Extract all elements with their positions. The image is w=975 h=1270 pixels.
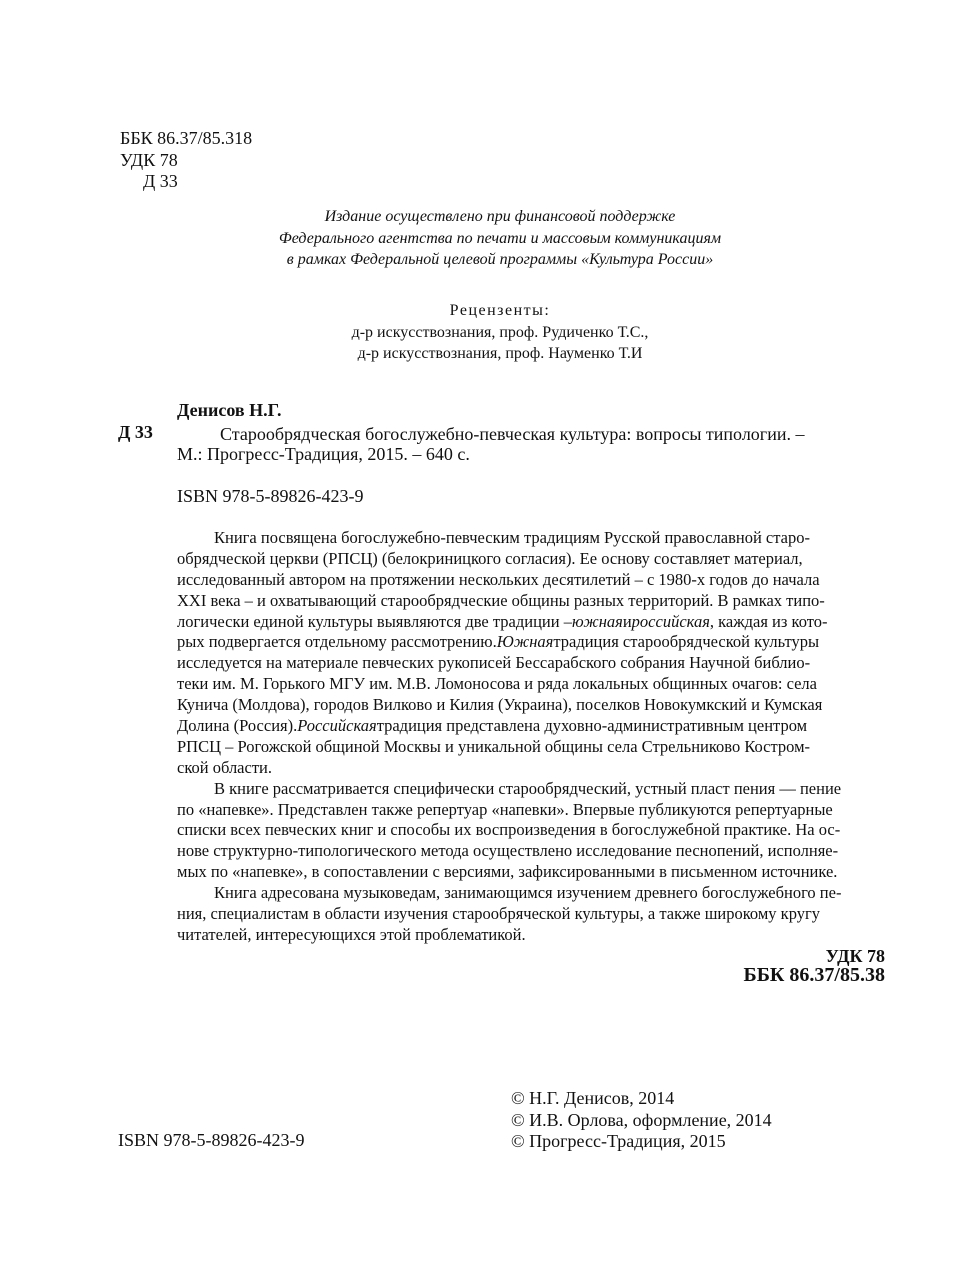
author-name: Денисов Н.Г. bbox=[177, 400, 282, 420]
copyright-line: © Н.Г. Денисов, 2014 bbox=[511, 1088, 675, 1108]
reviewer-item: д-р искусствознания, проф. Науменко Т.И bbox=[357, 345, 643, 362]
support-note bbox=[200, 206, 800, 271]
author-mark: Д 33 bbox=[118, 422, 153, 442]
abstract-line: В книге рассматривается специфически старообрядческий, устный пласт пения — пение bbox=[214, 778, 842, 798]
abstract-line: читателей, интересующихся этой проблематикой. bbox=[177, 924, 526, 944]
abstract-line: нове структурно-типологического метода осуществлено исследование песнопений, исполняе- bbox=[177, 841, 839, 861]
abstract-line: Кунича (Молдова), городов Вилково и Килия (Украина), поселков Новокумкский и Кумская bbox=[177, 695, 823, 715]
publisher-line: М.: Прогресс-Традиция, 2015. – 640 с. bbox=[177, 444, 470, 464]
abstract-line: ской области. bbox=[177, 757, 272, 777]
support-line: Издание осуществлено при финансовой поддержке bbox=[324, 208, 676, 225]
abstract-line: Книга адресована музыковедам, занимающимся изучением древнего богослужебного пе- bbox=[214, 883, 842, 903]
abstract-line: рых подвергается отдельному рассмотрению.Южнаятрадиция старообрядческой культуры bbox=[177, 632, 820, 652]
reviewers-block bbox=[250, 300, 750, 365]
copyright-line: © Прогресс-Традиция, 2015 bbox=[511, 1131, 726, 1151]
abstract-line: исследованный автором на протяжении нескольких десятилетий – с 1980-х годов до начала bbox=[177, 569, 820, 589]
book-title-line: Старообрядческая богослужебно-певческая культура: вопросы типологии. – bbox=[220, 424, 805, 444]
udk-code: УДК 78 bbox=[120, 149, 178, 170]
bbk-code-right: ББК 86.37/85.38 bbox=[743, 964, 885, 986]
bbk-code: ББК 86.37/85.318 bbox=[120, 128, 253, 148]
abstract-line: логически единой культуры выявляются две традиции –южнаяироссийская, каждая из кото- bbox=[177, 611, 828, 631]
abstract-line: мых по «напевке», в сопоставлении с версиями, зафиксированными в письменном источнике. bbox=[177, 862, 838, 882]
reviewer-item: д-р искусствознания, проф. Рудиченко Т.С., bbox=[351, 323, 649, 341]
abstract-line: списки всех певческих книг и способы их воспроизведения в богослужебной практике. На ос- bbox=[177, 820, 841, 840]
abstract-line: Книга посвящена богослужебно-певческим традициям Русской православной старо- bbox=[214, 528, 810, 547]
support-line: Федерального агентства по печати и массовым коммуникациям bbox=[278, 229, 722, 247]
abstract-line: РПСЦ – Рогожской общиной Москвы и уникальной общины села Стрельниково Костром- bbox=[177, 736, 811, 756]
abstract-line: обрядческой церкви (РПСЦ) (белокриницкого согласия). Ее основу составляет материал, bbox=[177, 548, 803, 568]
abstract-line: ния, специалистам в области изучения старообрячеcкой культуры, а также широкому кругу bbox=[177, 904, 820, 924]
abstract-line: исследуется на материале певческих рукописей Бессарабского собрания Научной библио- bbox=[177, 653, 811, 673]
abstract-line: XXI века – и охватывающий старообрядческие общины разных территорий. В рамках типо- bbox=[177, 590, 825, 610]
abstract-line: Долина (Россия).Российскаятрадиция представлена духовно-административным центром bbox=[177, 716, 808, 736]
isbn-footer: ISBN 978-5-89826-423-9 bbox=[118, 1130, 305, 1150]
abstract-line: по «напевке». Представлен также репертуар «напевки». Впервые публикуются репертуарные bbox=[177, 799, 833, 819]
copyright-block bbox=[511, 1088, 772, 1153]
udk-code-right: УДК 78 bbox=[825, 946, 885, 966]
isbn-main: ISBN 978-5-89826-423-9 bbox=[177, 486, 364, 506]
classification-codes bbox=[120, 128, 252, 193]
reviewers-title: Рецензенты: bbox=[449, 302, 551, 319]
copyright-line: © И.В. Орлова, оформление, 2014 bbox=[511, 1109, 772, 1130]
abstract-line: теки им. М. Горького МГУ им. М.В. Ломоносова и ряда локальных общинных очагов: села bbox=[177, 674, 817, 694]
author-mark-code: Д 33 bbox=[143, 171, 178, 191]
support-line: в рамках Федеральной целевой программы «Культура России» bbox=[286, 251, 714, 268]
abstract bbox=[177, 528, 885, 946]
